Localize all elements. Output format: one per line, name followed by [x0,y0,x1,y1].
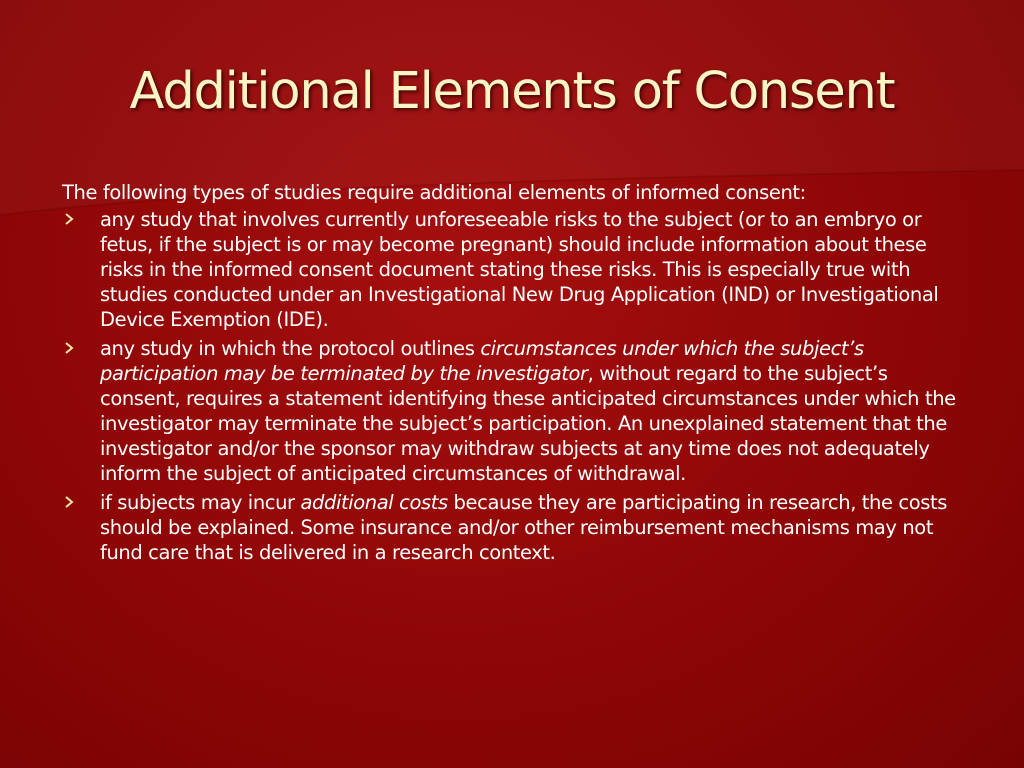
bullet-text-end: because they are participating in research, the costs should be explained. Some insurance and/or other reimbursement mechanisms may not fund care that is delivered in a research context. [100,491,948,564]
bullet-emphasis: circumstances under which the subject’s participation may be terminated by the investigator [100,337,864,385]
bullet-text: any study that involves currently unforeseeable risks to the subject (or to an embryo or fetus, if the subject is or may become pregnant) should include information about these risks in the informed consent document stating these risks. This is especially true with studies conducted under an Investigational New Drug Application (IND) or Investigational Device Exemption (IDE). [100,208,939,331]
arrow-right-icon [62,338,78,358]
arrow-right-icon [62,209,78,229]
bullet-emphasis: additional costs [300,491,448,514]
bullet-text [100,491,947,564]
slide-title: Additional Elements of Consent [129,62,895,121]
bullet-item-additional-costs [62,490,962,565]
intro-text: The following types of studies require additional elements of informed consent: [62,181,806,204]
bullet-text-start: if subjects may incur [100,491,301,514]
bullet-text-start: any study in which the protocol outlines [100,337,481,360]
bullet-item-termination [62,336,962,486]
bullet-list [62,207,962,565]
slide-body [62,180,962,569]
bullet-text-end: , without regard to the subject’s consent, requires a statement identifying these anticipated circumstances under which the investigator may terminate the subject’s participation. An unexplained statement that the investigator and/or the sponsor may withdraw subjects at any time does not adequately inform the subject of anticipated circumstances of withdrawal. [100,362,956,485]
bullet-text [100,337,956,485]
bullet-item-unforeseeable-risks [62,207,962,332]
arrow-right-icon [62,492,78,512]
